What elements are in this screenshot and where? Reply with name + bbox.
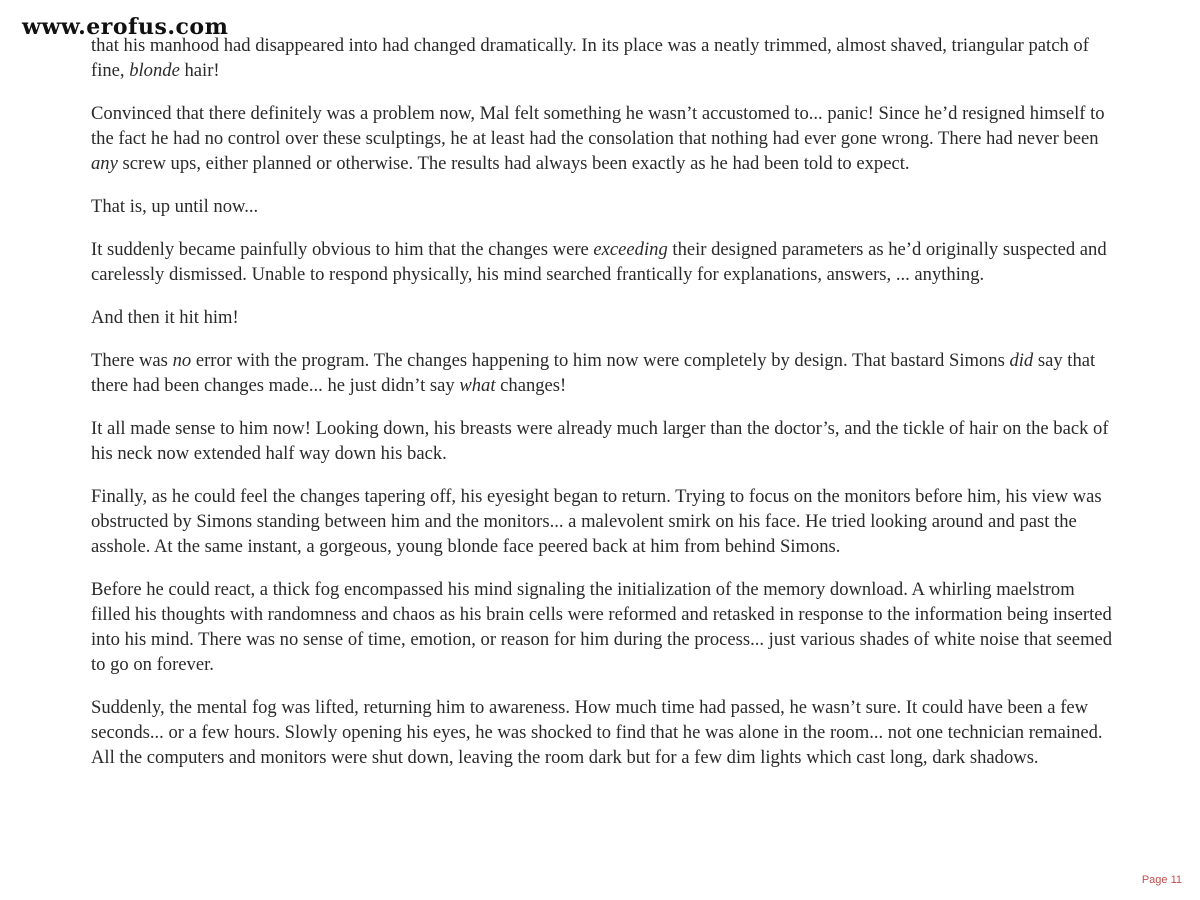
site-watermark: www.erofus.com — [22, 14, 229, 40]
story-body — [91, 33, 1113, 788]
emphasis-text: exceeding — [593, 239, 668, 260]
text-run: That is, up until now... — [91, 196, 259, 217]
text-run: It suddenly became painfully obvious to him that the changes were — [91, 239, 594, 260]
story-paragraph — [91, 484, 1113, 559]
story-paragraph — [91, 194, 1113, 219]
text-run: error with the program. The changes happening to him now were completely by design. That bastard Simons — [191, 350, 1010, 371]
text-run: Before he could react, a thick fog encompassed his mind signaling the initialization of the memory download. A whirling maelstrom filled his thoughts with randomness and chaos as his brain cells were reformed and retasked in response to the information being inserted into his mind. There was no sense of time, emotion, or reason for him during the process... just various shades of white noise that seemed to go on forever. — [91, 579, 1113, 675]
emphasis-text: did — [1009, 350, 1034, 371]
text-run: Finally, as he could feel the changes tapering off, his eyesight began to return. Trying to focus on the monitors before him, his view was obstructed by Simons standing between him and the monitors... a malevolent smirk on his face. He tried looking around and past the asshole. At the same instant, a gorgeous, young blonde face peered back at him from behind Simons. — [91, 486, 1102, 557]
text-run: their designed parameters as he’d originally suspected and carelessly dismissed. Unable to respond physically, his mind searched frantically for explanations, answers, ... anything. — [91, 239, 1107, 285]
page-number: Page 11 — [1141, 874, 1182, 886]
text-run: changes! — [495, 375, 567, 396]
story-paragraph — [91, 33, 1113, 83]
text-run: say that there had been changes made... he just didn’t say — [91, 350, 1096, 396]
story-paragraph — [91, 101, 1113, 176]
text-run: And then it hit him! — [91, 307, 239, 328]
emphasis-text: no — [172, 350, 192, 371]
text-run: It all made sense to him now! Looking down, his breasts were already much larger than the doctor’s, and the tickle of hair on the back of his neck now extended half way down his back. — [91, 418, 1109, 464]
story-paragraph — [91, 695, 1113, 770]
emphasis-text: any — [91, 153, 118, 174]
text-run: Convinced that there definitely was a problem now, Mal felt something he wasn’t accustomed to... panic! Since he’d resigned himself to the fact he had no control over these sculptings, he at least had the consolation that nothing had ever gone wrong. There had never been — [91, 103, 1105, 149]
text-run: that his manhood had disappeared into had changed dramatically. In its place was a neatly trimmed, almost shaved, triangular patch of fine, — [91, 35, 1089, 81]
text-run: screw ups, either planned or otherwise. The results had always been exactly as he had been told to expect. — [117, 153, 910, 174]
story-paragraph — [91, 237, 1113, 287]
text-run: hair! — [179, 60, 220, 81]
text-run: Suddenly, the mental fog was lifted, returning him to awareness. How much time had passed, he wasn’t sure. It could have been a few seconds... or a few hours. Slowly opening his eyes, he was shocked to find that he was alone in the room... not one technician remained. All the computers and monitors were shut down, leaving the room dark but for a few dim lights which cast long, dark shadows. — [91, 697, 1103, 768]
story-paragraph — [91, 416, 1113, 466]
story-paragraph — [91, 577, 1113, 677]
story-paragraph — [91, 348, 1113, 398]
story-paragraph — [91, 305, 1113, 330]
emphasis-text: what — [459, 375, 496, 396]
text-run: There was — [91, 350, 173, 371]
emphasis-text: blonde — [129, 60, 180, 81]
